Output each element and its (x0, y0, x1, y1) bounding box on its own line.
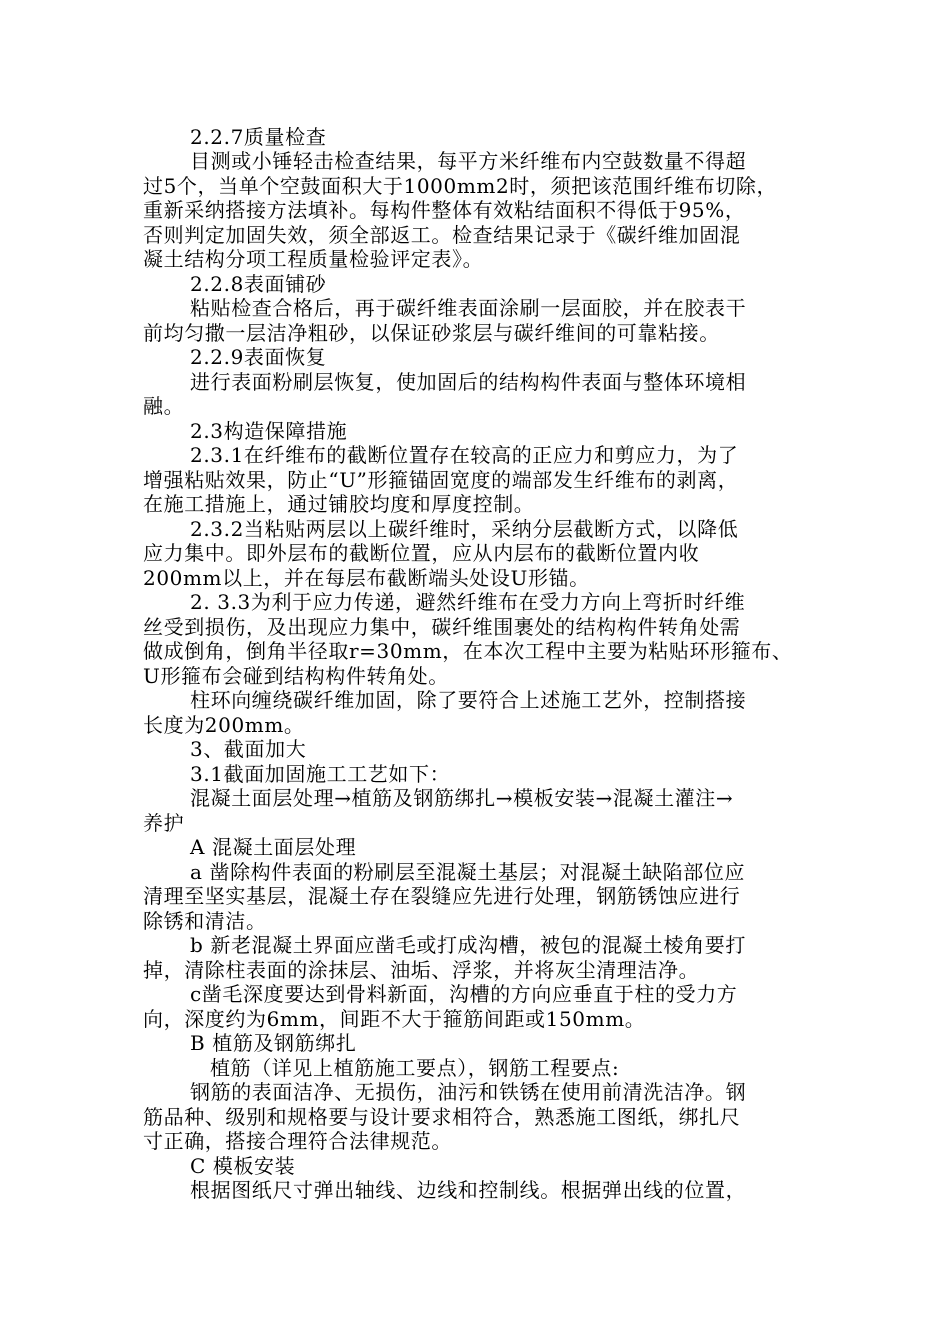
paragraph-line: 在施工措施上，通过铺胶均度和厚度控制。 (143, 492, 535, 516)
paragraph-line: 2.3.1在纤维布的截断位置存在较高的正应力和剪应力，为了 (190, 443, 739, 467)
paragraph-line: c凿毛深度要达到骨料新面，沟槽的方向应垂直于柱的受力方 (190, 982, 738, 1006)
heading-2-3: 2.3构造保障措施 (190, 419, 348, 443)
paragraph-line: 寸正确，搭接合理符合法律规范。 (143, 1129, 452, 1153)
paragraph-line: 丝受到损伤，及出现应力集中，碳纤维围裹处的结构构件转角处需 (143, 615, 741, 639)
paragraph-line: 筋品种、级别和规格要与设计要求相符合，熟悉施工图纸，绑扎尺 (143, 1105, 741, 1129)
paragraph-line: 否则判定加固失效，须全部返工。检查结果记录于《碳纤维加固混 (143, 223, 741, 247)
paragraph-line: 应力集中。即外层布的截断位置，应从内层布的截断位置内收 (143, 541, 700, 565)
paragraph-line: 钢筋的表面洁净、无损伤，油污和铁锈在使用前清洗洁净。钢 (190, 1080, 747, 1104)
paragraph-line: 进行表面粉刷层恢复，使加固后的结构构件表面与整体环境相 (190, 370, 747, 394)
heading-2-2-9: 2.2.9表面恢复 (190, 345, 327, 369)
paragraph-line: 除锈和清洁。 (143, 909, 267, 933)
paragraph-line: 增强粘贴效果，防止“U”形箍锚固宽度的端部发生纤维布的剥离， (143, 468, 739, 492)
paragraph-line: 凝土结构分项工程质量检验评定表》。 (143, 247, 484, 271)
paragraph-line: 重新采纳搭接方法填补。每构件整体有效粘结面积不得低于95%， (143, 198, 746, 222)
paragraph-line: U形箍布会碰到结构构件转角处。 (143, 664, 449, 688)
paragraph-line: 向，深度约为6mm，间距不大于箍筋间距或150mm。 (143, 1007, 646, 1031)
paragraph-line: a 凿除构件表面的粉刷层至混凝土基层；对混凝土缺陷部位应 (190, 860, 746, 884)
heading-3: 3、截面加大 (190, 737, 307, 761)
paragraph-line: 粘贴检查合格后，再于碳纤维表面涂刷一层面胶，并在胶表干 (190, 296, 747, 320)
paragraph-line: 掉，清除柱表面的涂抹层、油垢、浮浆，并将灰尘清理洁净。 (143, 958, 700, 982)
paragraph-line: 混凝土面层处理→植筋及钢筋绑扎→模板安装→混凝土灌注→ (190, 786, 734, 810)
paragraph-line: 养护 (143, 811, 185, 835)
heading-2-2-7: 2.2.7质量检查 (190, 125, 327, 149)
paragraph-line: 目测或小锤轻击检查结果，每平方米纤维布内空鼓数量不得超 (190, 149, 747, 173)
paragraph-line: 200mm以上，并在每层布截断端头处设U形锚。 (143, 566, 590, 590)
paragraph-line: 柱环向缠绕碳纤维加固，除了要符合上述施工艺外，控制搭接 (190, 688, 747, 712)
paragraph-line: b 新老混凝土界面应凿毛或打成沟槽，被包的混凝土棱角要打 (190, 933, 746, 957)
paragraph-line: 2. 3.3为利于应力传递，避然纤维布在受力方向上弯折时纤维 (190, 590, 746, 614)
paragraph-line: 前均匀撒一层洁净粗砂，以保证砂浆层与碳纤维间的可靠粘接。 (143, 321, 720, 345)
heading-2-2-8: 2.2.8表面铺砂 (190, 272, 327, 296)
paragraph-line: 清理至坚实基层，混凝土存在裂缝应先进行处理，钢筋锈蚀应进行 (143, 884, 741, 908)
paragraph-line: 植筋（详见上植筋施工要点），钢筋工程要点: (210, 1056, 620, 1080)
paragraph-line: 做成倒角，倒角半径取r=30mm，在本次工程中主要为粘贴环形箍布、 (143, 639, 793, 663)
heading-b: B 植筋及钢筋绑扎 (190, 1031, 357, 1055)
heading-a: A 混凝土面层处理 (190, 835, 357, 859)
heading-3-1: 3.1截面加固施工工艺如下： (190, 762, 451, 786)
paragraph-line: 融。 (143, 394, 185, 418)
heading-c: C 模板安装 (190, 1154, 296, 1178)
paragraph-line: 过5个，当单个空鼓面积大于1000mm2时，须把该范围纤维布切除， (143, 174, 778, 198)
paragraph-line: 长度为200mm。 (143, 713, 305, 737)
paragraph-line: 2.3.2当粘贴两层以上碳纤维时，采纳分层截断方式，以降低 (190, 517, 739, 541)
paragraph-line: 根据图纸尺寸弹出轴线、边线和控制线。根据弹出线的位置， (190, 1178, 747, 1202)
